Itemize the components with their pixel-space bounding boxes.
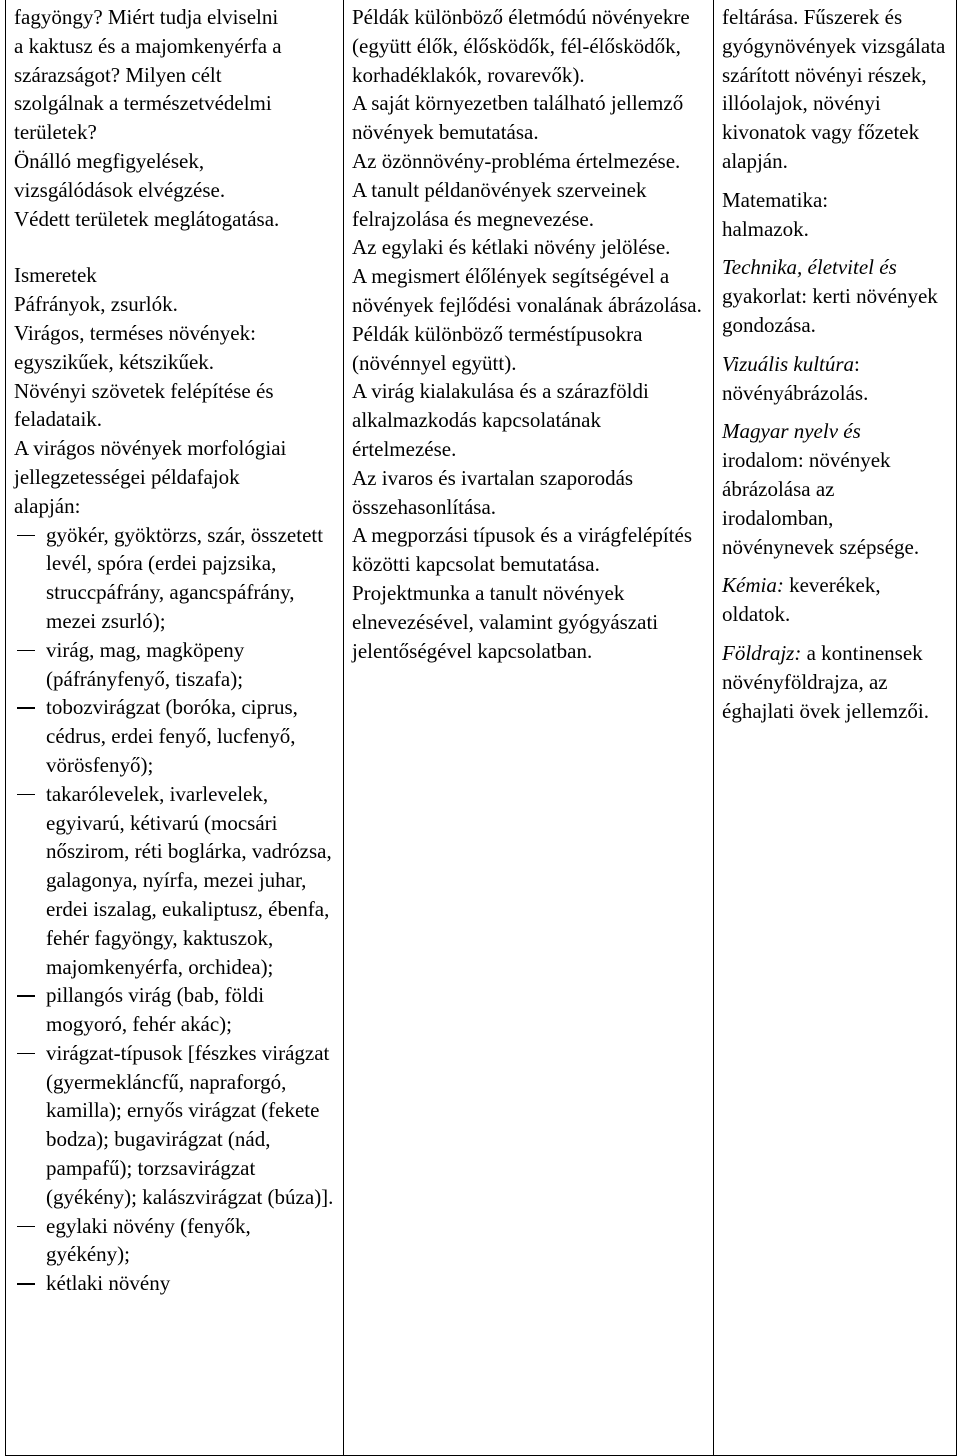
list-item: takarólevelek, ivarlevelek, egyivarú, kétivarú (mocsári nőszirom, réti boglárka, vadrózsa, galagonya, nyírfa, mezei juhar, erdei iszalag, eukaliptusz, ébenfa, fehér fagyöngy, kaktuszok, majomkenyérfa, orchidea); (14, 780, 335, 982)
connection-label: Földrajz: (722, 640, 802, 665)
knowledge-block (14, 290, 335, 520)
morphology-list (14, 521, 335, 1299)
connection-lead: feltárása. Fűszerek és gyógynövények vizsgálata szárított növényi részek, illóolajok, növényi kivonatok vagy főzetek alapján. (722, 5, 946, 173)
intro-line: szolgálnak a természetvédelmi (14, 91, 272, 116)
activity-paragraph: Példák különböző életmódú növényekre (együtt élők, élősködők, fél-élősködők, korhadéklakók, rovarevők). (352, 5, 690, 87)
connection-tech (722, 253, 948, 339)
list-item: pillangós virág (bab, földi mogyoró, fehér akác); (14, 981, 335, 1039)
knowledge-line: jellegzetességei példafajok (14, 464, 240, 489)
activity-paragraph: Az özönnövény-probléma értelmezése. (352, 148, 681, 173)
connection-visual (722, 350, 948, 408)
connection-label: Matematika: (722, 187, 829, 212)
activity-paragraph: A saját környezetben található jellemző növények bemutatása. (352, 91, 684, 145)
knowledge-line: egyszikűek, kétszikűek. (14, 349, 215, 374)
connection-chemistry (722, 571, 948, 629)
connection-hungarian (722, 417, 948, 561)
connection-text: a kontinensek növényföldrajza, az éghajlati övek jellemzői. (722, 640, 930, 723)
knowledge-line: feladataik. (14, 407, 103, 432)
list-item: virág, mag, magköpeny (páfrányfenyő, tiszafa); (14, 636, 335, 694)
intro-line: Önálló megfigyelések, (14, 148, 205, 173)
knowledge-line: Páfrányok, zsurlók. (14, 292, 178, 317)
knowledge-line: Növényi szövetek felépítése és (14, 378, 274, 403)
curriculum-table (5, 0, 957, 1456)
intro-line: fagyöngy? Miért tudja elviselni (14, 5, 279, 29)
intro-line: Védett területek meglátogatása. (14, 206, 280, 231)
list-item: virágzat-típusok [fészkes virágzat (gyermekláncfű, napraforgó, kamilla); ernyős virágzat (fekete bodza); bugavirágzat (nád, pampafű); torzsavirágzat (gyékény); kalászvirágzat (búza)]. (14, 1039, 335, 1212)
intro-line: területek? (14, 120, 97, 145)
intro-line: a kaktusz és a majomkenyérfa a (14, 33, 282, 58)
list-item: egylaki növény (fenyők, gyékény); (14, 1212, 335, 1270)
list-item: tobozvirágzat (boróka, ciprus, cédrus, erdei fenyő, lucfenyő, vörösfenyő); (14, 693, 335, 779)
activity-paragraph: Az ivaros és ivartalan szaporodás összehasonlítása. (352, 465, 634, 519)
connection-text: gyakorlat: kerti növények gondozása. (722, 284, 938, 337)
connection-label: Vizuális kultúra (722, 351, 855, 376)
knowledge-line: alapján: (14, 493, 81, 518)
connection-text: keverékek, oldatok. (722, 573, 881, 627)
connection-label: Kémia: (722, 573, 784, 598)
column-activities (344, 0, 714, 1456)
connection-math (722, 186, 948, 244)
knowledge-line: Virágos, terméses növények: (14, 320, 256, 345)
activity-paragraph: Projektmunka a tanult növények elnevezésével, valamint gyógyászati jelentőségével kapcsolatban. (352, 580, 659, 663)
activity-paragraph: Példák különböző terméstípusokra (növénnyel együtt). (352, 321, 643, 375)
list-item: kétlaki növény (14, 1269, 335, 1298)
table-row (6, 0, 957, 1456)
activity-paragraph: A megporzási típusok és a virágfelépítés közötti kapcsolat bemutatása. (352, 523, 692, 577)
activity-paragraph: A tanult példanövények szerveinek felrajzolása és megnevezése. (352, 177, 647, 231)
connection-label: Technika, életvitel és (722, 255, 897, 280)
activity-paragraph: A virág kialakulása és a szárazföldi alkalmazkodás kapcsolatának értelmezése. (352, 379, 649, 461)
connection-text: irodalom: növények ábrázolása az irodalomban, növénynevek szépsége. (722, 448, 920, 559)
activity-paragraph: A megismert élőlények segítségével a növények fejlődési vonalának ábrázolása. (352, 264, 702, 317)
knowledge-heading: Ismeretek (14, 263, 97, 288)
intro-line: szárazságot? Milyen célt (14, 62, 222, 87)
column-topics (6, 0, 344, 1456)
column-connections (714, 0, 957, 1456)
connection-label: Magyar nyelv és (722, 419, 861, 444)
knowledge-line: A virágos növények morfológiai (14, 436, 287, 461)
connection-text: : növényábrázolás. (722, 351, 869, 405)
intro-line: vizsgálódások elvégzése. (14, 177, 226, 202)
connection-geography (722, 639, 948, 725)
connection-text: halmazok. (722, 216, 809, 241)
intro-block (14, 3, 335, 233)
activity-paragraph: Az egylaki és kétlaki növény jelölése. (352, 235, 671, 260)
list-item: gyökér, gyöktörzs, szár, összetett levél, spóra (erdei pajzsika, struccpáfrány, agancspáfrány, mezei zsurló); (14, 521, 335, 636)
